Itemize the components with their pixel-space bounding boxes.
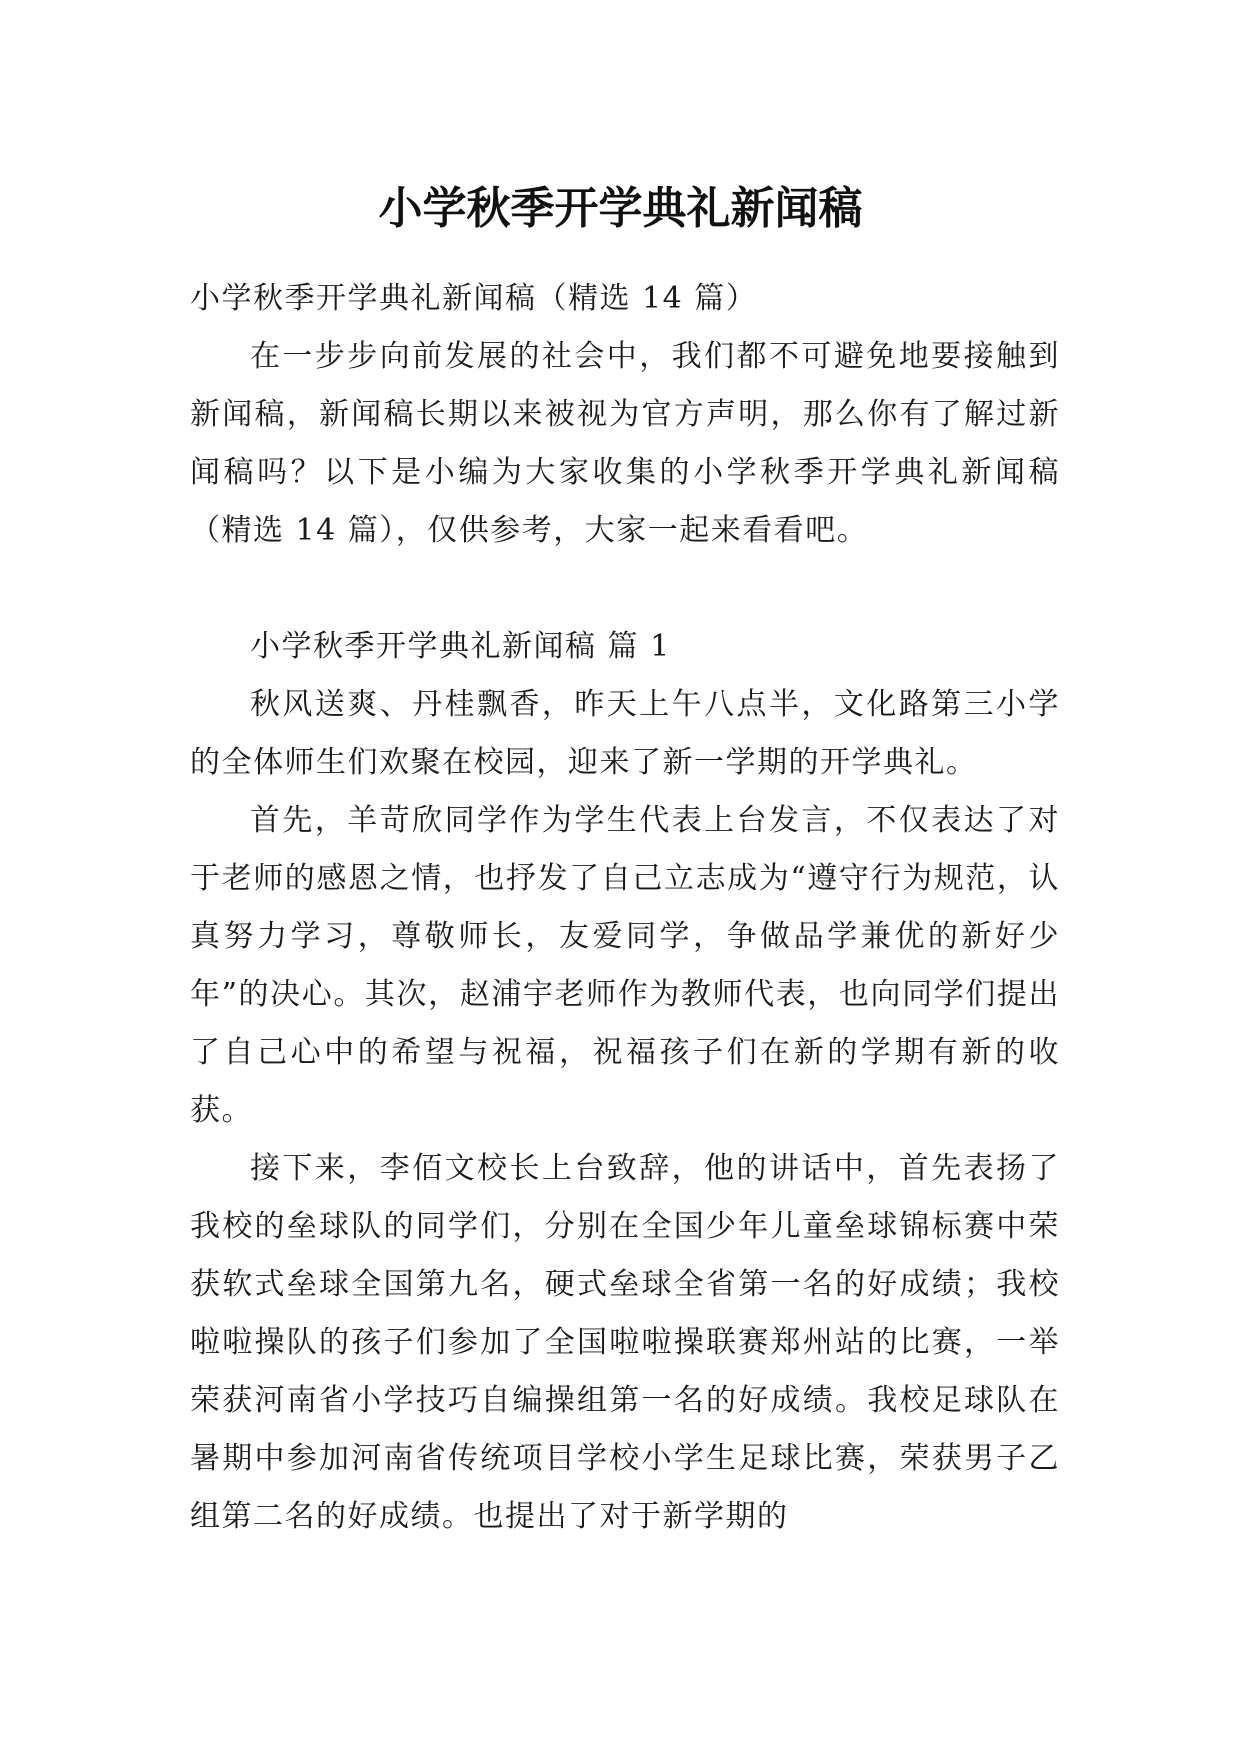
page-title: 小学秋季开学典礼新闻稿	[378, 183, 863, 235]
intro-paragraph: 在一步步向前发展的社会中，我们都不可避免地要接触到新闻稿，新闻稿长期以来被视为官方声明，那么你有了解过新闻稿吗？以下是小编为大家收集的小学秋季开学典礼新闻稿（精选 14 篇），仅供参考，大家一起来看看吧。	[190, 339, 1060, 548]
document-subtitle: 小学秋季开学典礼新闻稿（精选 14 篇）	[190, 281, 758, 316]
body-paragraph-2: 首先，羊苛欣同学作为学生代表上台发言，不仅表达了对于老师的感恩之情，也抒发了自己立志成为“遵守行为规范，认真努力学习，尊敬师长，友爱同学，争做品学兼优的新好少年”的决心。其次，赵浦宇老师作为教师代表，也向同学们提出了自己心中的希望与祝福，祝福孩子们在新的学期有新的收获。	[190, 803, 1060, 1128]
body-paragraph-3: 接下来，李佰文校长上台致辞，他的讲话中，首先表扬了我校的垒球队的同学们，分别在全国少年儿童垒球锦标赛中荣获软式垒球全国第九名，硬式垒球全省第一名的好成绩；我校啦啦操队的孩子们参加了全国啦啦操联赛郑州站的比赛，一举荣获河南省小学技巧自编操组第一名的好成绩。我校足球队在暑期中参加河南省传统项目学校小学生足球比赛，荣获男子乙组第二名的好成绩。也提出了对于新学期的	[190, 1151, 1060, 1534]
section-heading: 小学秋季开学典礼新闻稿 篇 1	[250, 629, 671, 664]
body-paragraph-1: 秋风送爽、丹桂飘香，昨天上午八点半，文化路第三小学的全体师生们欢聚在校园，迎来了新一学期的开学典礼。	[190, 687, 1060, 780]
document-body	[190, 270, 1060, 1546]
